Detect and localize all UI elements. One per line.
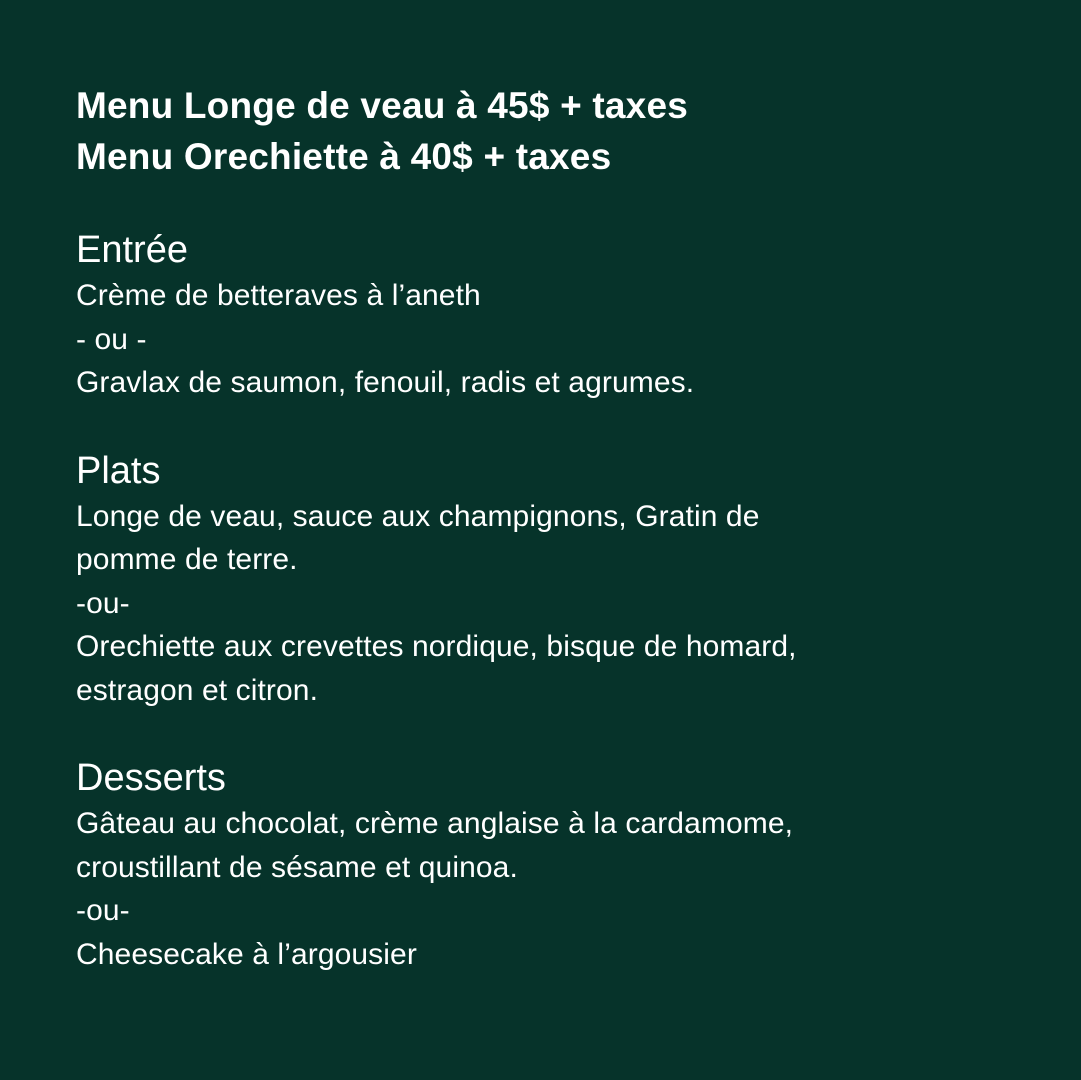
menu-item-line: Longe de veau, sauce aux champignons, Gratin de (76, 499, 760, 533)
or-separator: - ou - (76, 322, 147, 356)
menu-item-line: croustillant de sésame et quinoa. (76, 850, 518, 884)
section-title-plats: Plats (76, 449, 161, 492)
section-entree (76, 226, 1081, 405)
section-plats (76, 447, 1081, 713)
section-desserts (76, 754, 1081, 976)
menu-prices-heading (76, 80, 1081, 182)
menu-price-line-veal: Menu Longe de veau à 45$ + taxes (76, 85, 689, 126)
menu-item-line: Crème de betteraves à l’aneth (76, 279, 481, 312)
or-separator: -ou- (76, 894, 130, 927)
or-separator: -ou- (76, 586, 130, 620)
menu-item-line: Gravlax de saumon, fenouil, radis et agrumes. (76, 366, 695, 399)
section-title-entree: Entrée (76, 229, 188, 271)
menu-item-line: Orechiette aux crevettes nordique, bisque de homard, (76, 630, 797, 663)
menu-item-line: Gâteau au chocolat, crème anglaise à la cardamome, (76, 807, 794, 840)
menu-item-line: Cheesecake à l’argousier (76, 937, 417, 971)
menu-item-line: estragon et citron. (76, 673, 319, 707)
section-title-desserts: Desserts (76, 757, 226, 799)
menu-item-line: pomme de terre. (76, 543, 298, 576)
menu-price-line-orechiette: Menu Orechiette à 40$ + taxes (76, 136, 612, 177)
